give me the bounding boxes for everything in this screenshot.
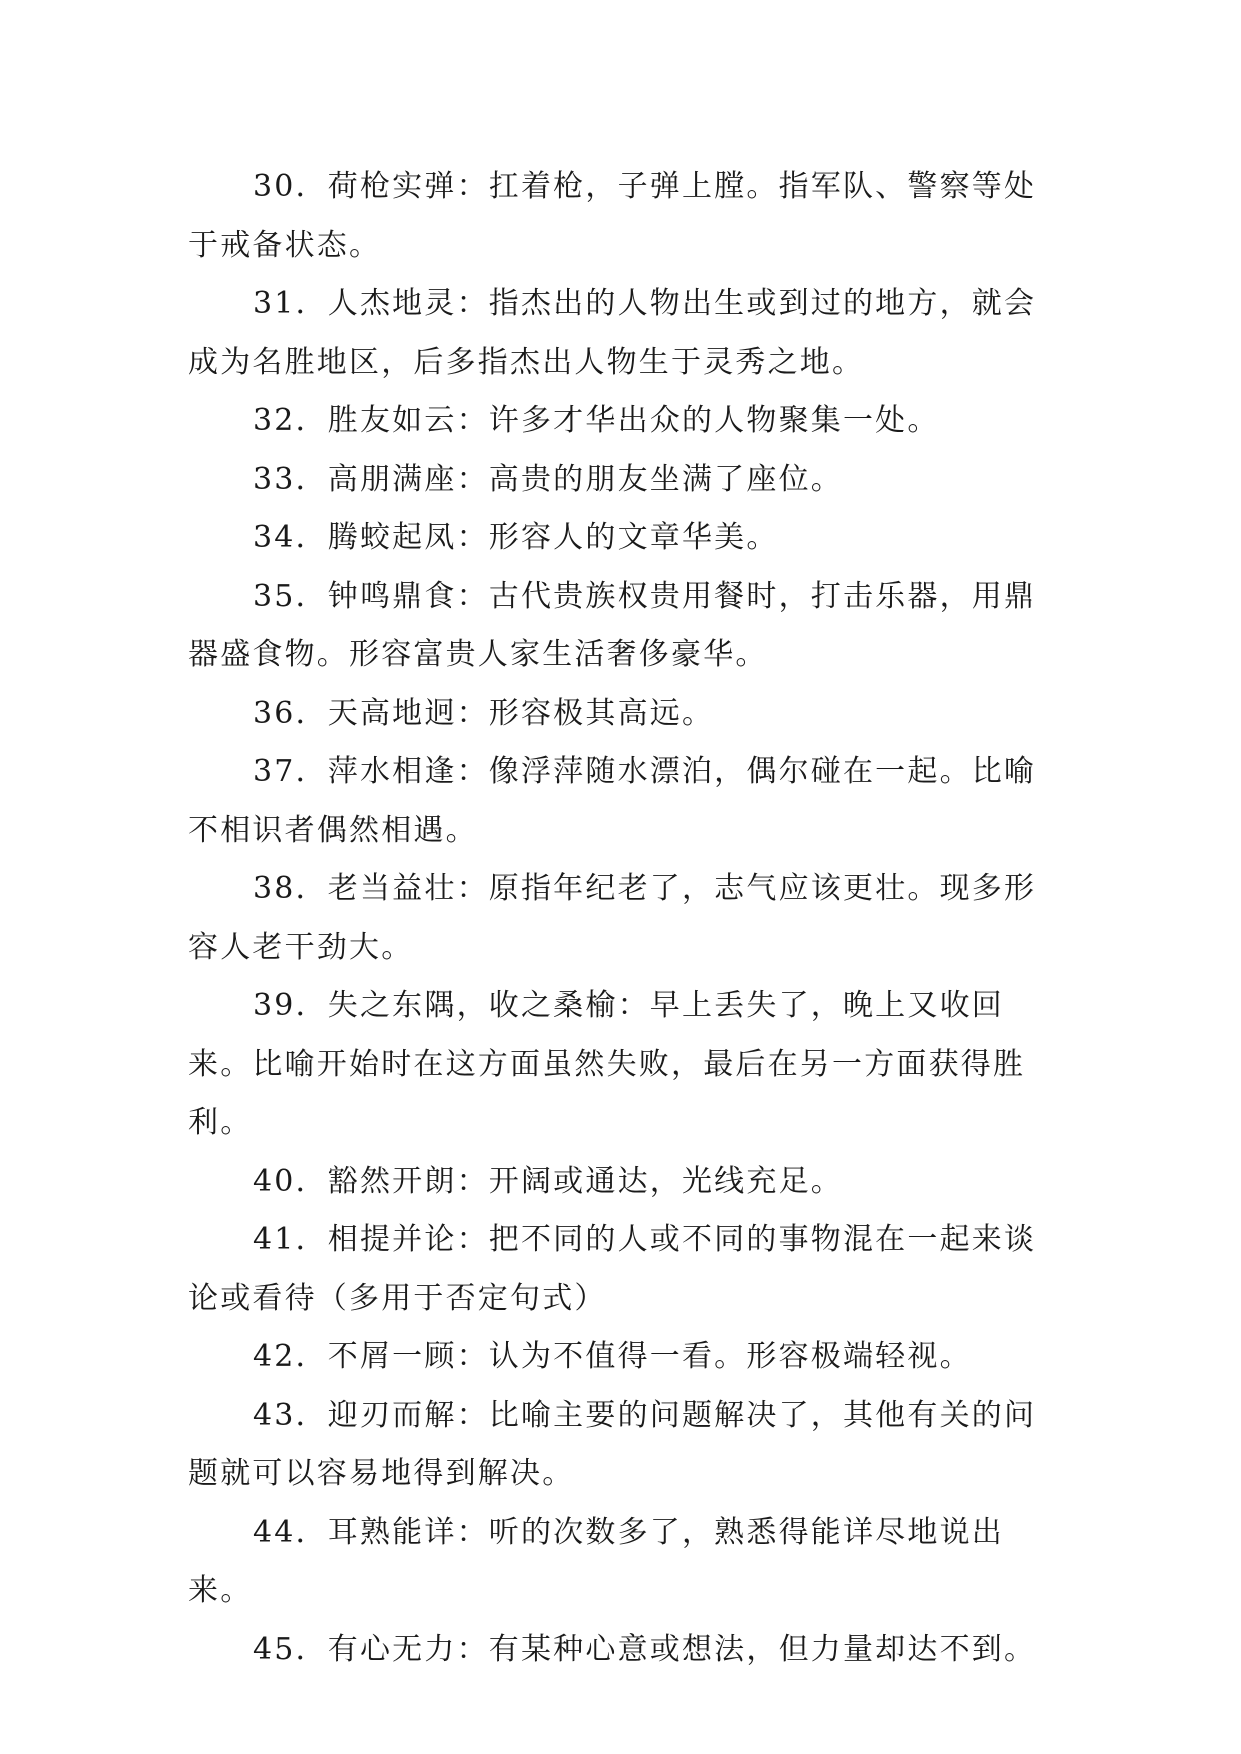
document-page [188, 158, 1068, 1679]
entry-33: 33．高朋满座：高贵的朋友坐满了座位。 [253, 461, 843, 497]
entry-39: 39．失之东隅，收之桑榆：早上丢失了，晚上又收回来。比喻开始时在这方面虽然失败，最后在另一方面获得胜利。 [188, 988, 1026, 1140]
entry-42: 42．不屑一顾：认为不值得一看。形容极端轻视。 [253, 1339, 972, 1374]
entry-44: 44．耳熟能详：听的次数多了，熟悉得能详尽地说出来。 [188, 1514, 1004, 1608]
entry-35: 35．钟鸣鼎食：古代贵族权贵用餐时，打击乐器，用鼎器盛食物。形容富贵人家生活奢侈豪华。 [188, 578, 1037, 672]
entry-34: 34．腾蛟起凤：形容人的文章华美。 [253, 520, 779, 555]
entry-41: 41．相提并论：把不同的人或不同的事物混在一起来谈论或看待（多用于否定句式） [188, 1222, 1037, 1316]
entry-38: 38．老当益壮：原指年纪老了，志气应该更壮。现多形容人老干劲大。 [188, 871, 1037, 965]
entry-30: 30．荷枪实弹：扛着枪，子弹上膛。指军队、警察等处于戒备状态。 [188, 169, 1037, 263]
entry-37: 37．萍水相逢：像浮萍随水漂泊，偶尔碰在一起。比喻不相识者偶然相遇。 [188, 754, 1037, 848]
entry-43: 43．迎刃而解：比喻主要的问题解决了，其他有关的问题就可以容易地得到解决。 [188, 1397, 1037, 1491]
entry-32: 32．胜友如云：许多才华出众的人物聚集一处。 [253, 403, 940, 438]
entry-45: 45．有心无力：有某种心意或想法，但力量却达不到。 [253, 1631, 1037, 1667]
entry-40: 40．豁然开朗：开阔或通达，光线充足。 [253, 1163, 843, 1199]
entry-31: 31．人杰地灵：指杰出的人物出生或到过的地方，就会成为名胜地区，后多指杰出人物生于灵秀之地。 [188, 286, 1037, 380]
entry-36: 36．天高地迥：形容极其高远。 [253, 695, 715, 731]
